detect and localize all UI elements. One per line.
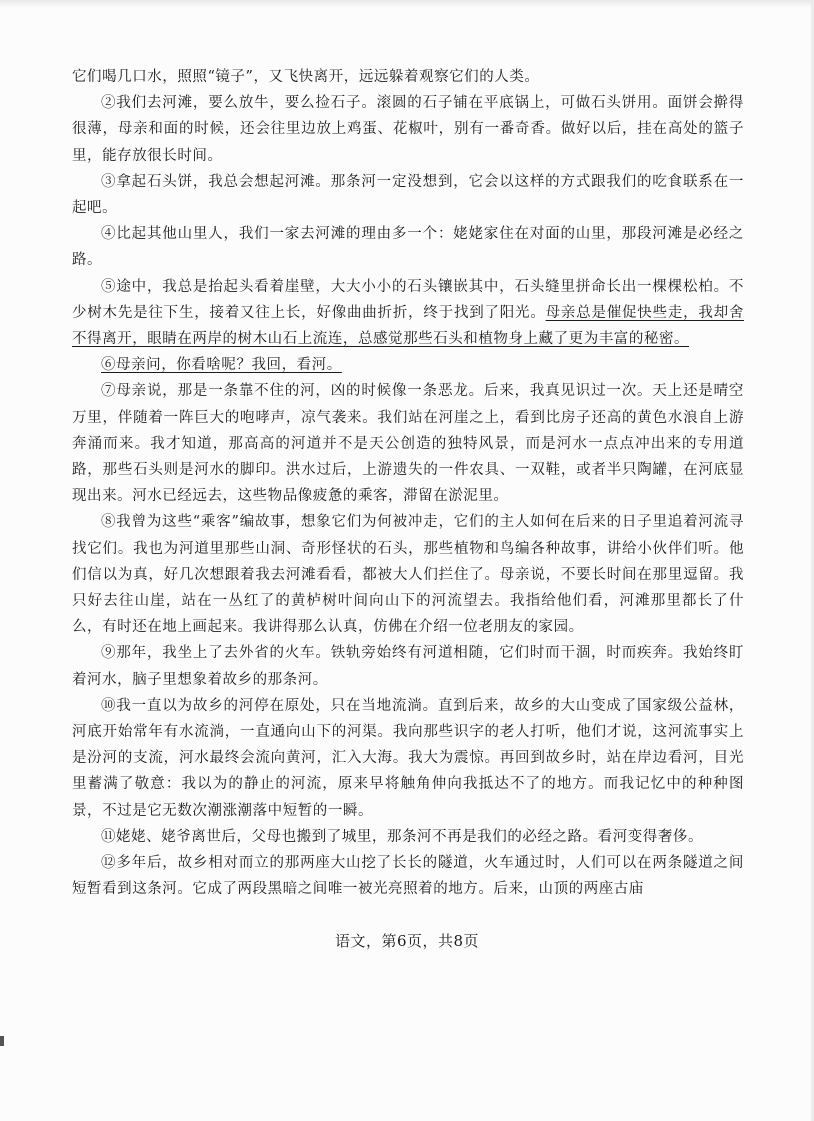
paragraph-text: ⑫多年后，故乡相对而立的那两座大山挖了长长的隧道，火车通过时，人们可以在两条隧道之间短暂看到这条河。它成了两段黑暗之间唯一被光亮照着的地方。后来，山顶的两座古庙 [72, 855, 744, 898]
paragraph-p2 [72, 90, 744, 169]
paragraph-p7 [72, 378, 744, 509]
binding-mark [0, 1036, 4, 1046]
underlined-text: 母亲总是催促快些走，我却舍不得离开，眼睛在两岸的树木山石上流连，总感觉那些石头和植物身上藏了更为丰富的秘密。 [72, 304, 745, 348]
paragraph-text: ⑧我曾为这些“乘客”编故事，想象它们为何被冲走，它们的主人如何在后来的日子里追着河流寻找它们。我也为河道里那些山洞、奇形怪状的石头，那些植物和鸟编各种故事，讲给小伙伴们听。他们信以为真，好几次想跟着我去河滩看看，都被大人们拦住了。母亲说，不要长时间在那里逗留。我只好去往山崖，站在一丛红了的黄栌树叶间向山下的河流望去。我指给他们看，河滩那里都长了什么，有时还在地上画起来。我讲得那么认真，仿佛在介绍一位老朋友的家园。 [72, 514, 744, 636]
paragraph-p4 [72, 221, 744, 273]
paragraph-p9 [72, 640, 744, 692]
paragraph-text: ③拿起石头饼，我总会想起河滩。那条河一定没想到，它会以这样的方式跟我们的吃食联系在一起吧。 [72, 173, 744, 217]
page-footer: 语文，第6页，共8页 [334, 932, 480, 950]
paragraph-text: ⑤途中，我总是抬起头看着崖壁，大大小小的石头镶嵌其中，石头缝里拼命长出一棵棵松柏。不少树木先是往下生，接着又往上长，好像曲曲折折，终于找到了阳光。 [72, 278, 744, 321]
paragraph-text: ⑦母亲说，那是一条靠不住的河，凶的时候像一条恶龙。后来，我真见识过一次。天上还是晴空万里，伴随着一阵巨大的咆哮声，凉气袭来。我们站在河崖之上，看到比房子还高的黄色水浪自上游奔涌而来。我才知道，那高高的河道并不是天公创造的独特风景，而是河水一点点冲出来的专用道路，那些石头则是河水的脚印。洪水过后，上游遗失的一件农具、一双鞋，或者半只陶罐，在河底显现出来。河水已经远去，这些物品像疲惫的乘客，滞留在淤泥里。 [72, 383, 744, 505]
paragraph-text: ④比起其他山里人，我们一家去河滩的理由多一个：姥姥家住在对面的山里，那段河滩是必经之路。 [72, 226, 744, 269]
paragraph-text: ⑪姥姥、姥爷离世后，父母也搬到了城里，那条河不再是我们的必经之路。看河变得奢侈。 [101, 828, 703, 845]
document-body [72, 64, 744, 903]
paragraph-p12 [72, 850, 744, 902]
paragraph-text: 它们喝几口水，照照“镜子”，又飞快离开，远远躲着观察它们的人类。 [72, 69, 540, 85]
paragraph-p11 [72, 824, 744, 850]
paragraph-p3 [72, 169, 744, 221]
underlined-text: ⑥母亲问，你看啥呢？我回，看河。 [101, 357, 342, 374]
paragraph-text: ⑩我一直以为故乡的河停在原处，只在当地流淌。直到后来，故乡的大山变成了国家级公益林，河底开始常年有水流淌，一直通向山下的河渠。我向那些识字的老人打听，他们才说，这河流事实上是汾河的支流，河水最终会流向黄河，汇入大海。我大为震惊。再回到故乡时，站在岸边看河，目光里蓄满了敬意：我以为的静止的河流，原来早将触角伸向我抵达不了的地方。而我记忆中的种种图景，不过是它无数次潮涨潮落中短暂的一瞬。 [72, 697, 744, 819]
paragraph-p8 [72, 509, 744, 640]
paragraph-p1 [72, 64, 744, 90]
paragraph-text: ⑨那年，我坐上了去外省的火车。铁轨旁始终有河道相随，它们时而干涸，时而疾奔。我始终盯着河水，脑子里想象着故乡的那条河。 [72, 645, 744, 688]
paragraph-text: ②我们去河滩，要么放牛，要么捡石子。滚圆的石子铺在平底锅上，可做石头饼用。面饼会擀得很薄，母亲和面的时候，还会往里边放上鸡蛋、花椒叶，别有一番奇香。做好以后，挂在高处的篮子里，能存放很长时间。 [72, 95, 744, 164]
scan-top-edge [0, 0, 814, 8]
paragraph-p6 [72, 352, 744, 378]
paragraph-p10 [72, 693, 744, 824]
paragraph-p5 [72, 274, 744, 353]
